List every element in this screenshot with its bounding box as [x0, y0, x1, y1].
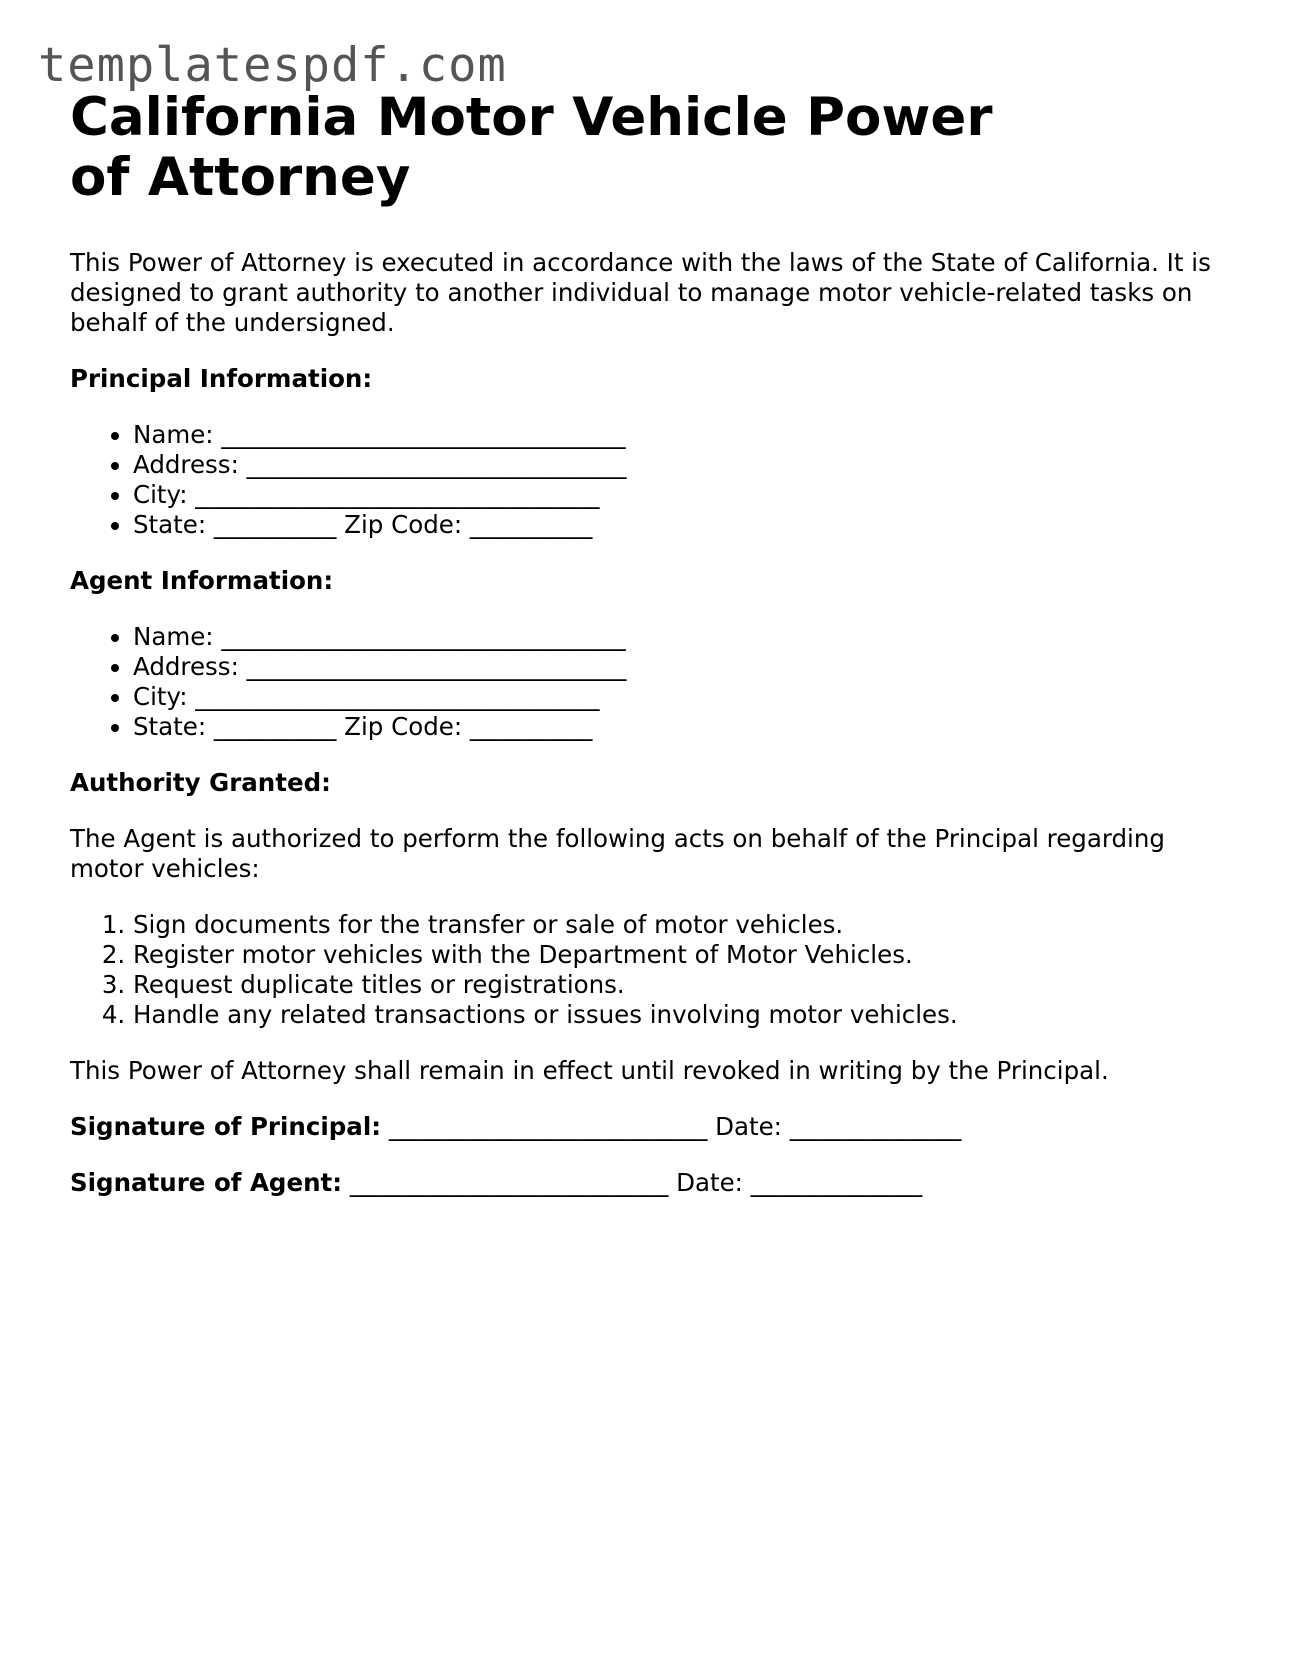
- principal-city-field[interactable]: • City: _________________________________: [133, 480, 1230, 510]
- act-item: 3. Request duplicate titles or registrations.: [133, 970, 1230, 1000]
- agent-city-field[interactable]: • City: _________________________________: [133, 682, 1230, 712]
- principal-signature-line[interactable]: [70, 1112, 1230, 1142]
- agent-signature-blanks[interactable]: __________________________ Date: ______________: [342, 1168, 923, 1197]
- authority-paragraph: The Agent is authorized to perform the following acts on behalf of the Principal regarding motor vehicles:: [70, 824, 1165, 883]
- principal-state-zip-field[interactable]: • State: __________ Zip Code: __________: [133, 510, 1230, 540]
- agent-heading: Agent Information:: [70, 566, 334, 595]
- authority-acts-list: [70, 910, 1230, 1030]
- agent-fields-list: [70, 622, 1230, 742]
- principal-name-field[interactable]: • Name: _________________________________: [133, 420, 1230, 450]
- agent-signature-line[interactable]: [70, 1168, 1230, 1198]
- effect-paragraph: This Power of Attorney shall remain in effect until revoked in writing by the Principal.: [70, 1056, 1109, 1085]
- agent-address-field[interactable]: • Address: _______________________________: [133, 652, 1230, 682]
- act-item: 2. Register motor vehicles with the Department of Motor Vehicles.: [133, 940, 1230, 970]
- document-title: California Motor Vehicle Power of Attorney: [70, 87, 993, 208]
- act-item: 1. Sign documents for the transfer or sale of motor vehicles.: [133, 910, 1230, 940]
- principal-fields-list: [70, 420, 1230, 540]
- agent-state-zip-field[interactable]: • State: __________ Zip Code: __________: [133, 712, 1230, 742]
- principal-heading: Principal Information:: [70, 364, 373, 393]
- authority-heading: Authority Granted:: [70, 768, 331, 797]
- agent-signature-label: Signature of Agent:: [70, 1168, 343, 1197]
- document-page: [70, 88, 1230, 1198]
- watermark: templatespdf.com: [38, 38, 507, 93]
- act-item: 4. Handle any related transactions or issues involving motor vehicles.: [133, 1000, 1230, 1030]
- agent-name-field[interactable]: • Name: _________________________________: [133, 622, 1230, 652]
- intro-paragraph: This Power of Attorney is executed in accordance with the laws of the State of California. It is designed to grant authority to another individual to manage motor vehicle-related tasks on behalf of the undersigned.: [70, 248, 1211, 337]
- principal-signature-blanks[interactable]: __________________________ Date: ______________: [381, 1112, 962, 1141]
- principal-address-field[interactable]: • Address: _______________________________: [133, 450, 1230, 480]
- principal-signature-label: Signature of Principal:: [70, 1112, 382, 1141]
